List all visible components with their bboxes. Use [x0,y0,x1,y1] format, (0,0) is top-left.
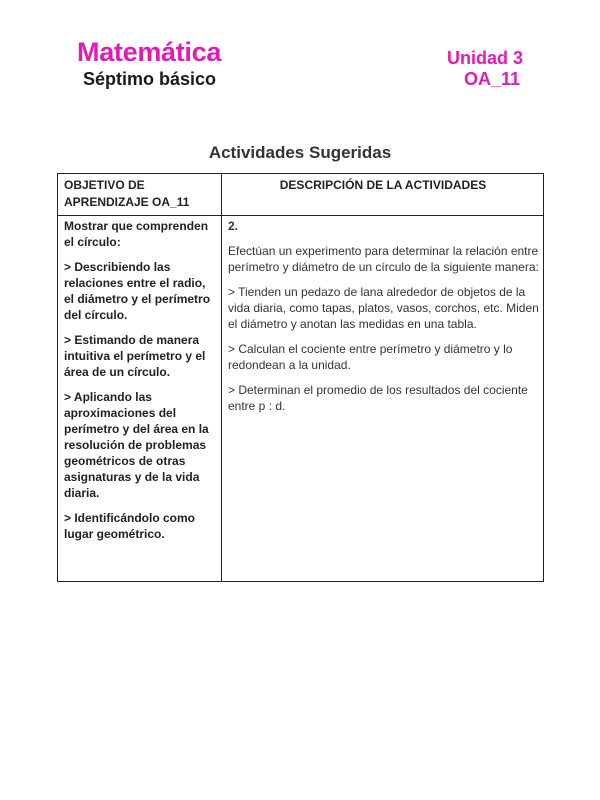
objective-intro: Mostrar que comprenden el círculo: [64,219,209,249]
activity-step-average: > Determinan el promedio de los resultados del cociente entre p : d. [228,383,528,413]
description-column-header: DESCRIPCIÓN DE LA ACTIVIDADES [279,178,487,192]
activity-number: 2. [228,219,239,233]
section-title: Actividades Sugeridas [208,143,392,162]
objective-item-locus: > Identificándolo como lugar geométrico. [64,511,196,541]
objective-item-applying: > Aplicando las aproximaciones del perímetro y del área en la resolución de problemas geométricos de otras asignaturas y de la vida diaria. [64,390,209,500]
activity-cell [228,218,540,423]
activity-step-measure: > Tienden un pedazo de lana alrededor de objetos de la vida diaria, como tapas, platos, vasos, corchos, etc. Miden el diámetro y anotan las medidas en una tabla. [228,285,539,331]
objective-item-estimating: > Estimando de manera intuitiva el perímetro y el área de un círculo. [64,333,206,379]
subject-title: Matemática [77,37,222,67]
column-divider [221,174,222,581]
unit-label: Unidad 3 [446,48,523,68]
header-divider [58,215,543,216]
objective-column-header: OBJETIVO DE APRENDIZAJE OA_11 [64,178,190,209]
grade-level: Séptimo básico [83,69,217,89]
activity-intro: Efectúan un experimento para determinar la relación entre perímetro y diámetro de un círculo de la siguiente manera: [228,244,539,274]
objective-cell [64,218,217,551]
objective-item-relations: > Describiendo las relaciones entre el radio, el diámetro y el perímetro del círculo. [64,260,211,322]
activities-table [57,173,544,582]
activity-step-quotient: > Calculan el cociente entre perímetro y diámetro y lo redondean a la unidad. [228,342,513,372]
oa-code: OA_11 [463,69,520,89]
